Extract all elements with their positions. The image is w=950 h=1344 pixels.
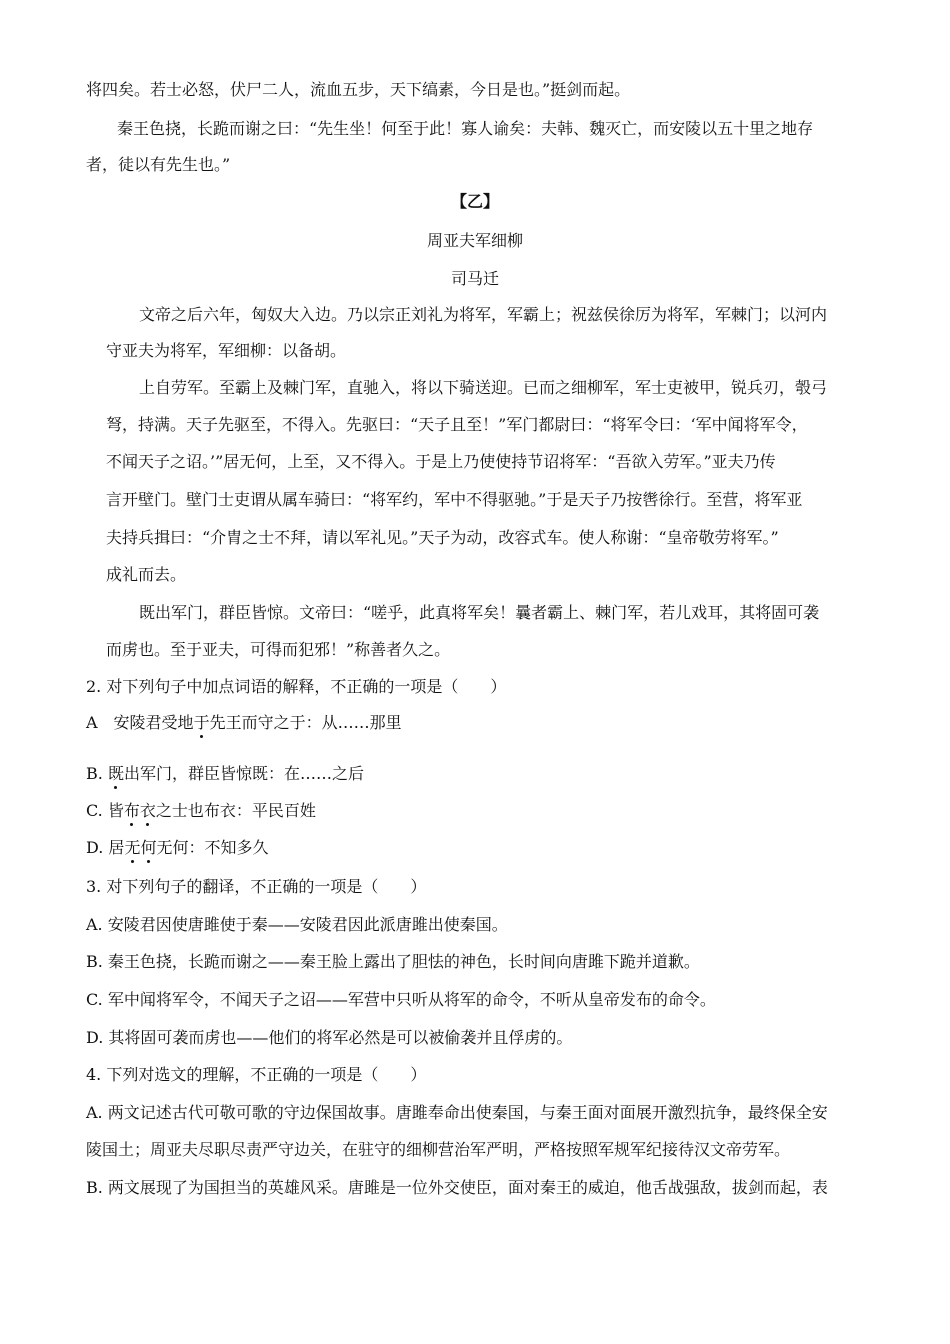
text-line: 守亚夫为将军，军细柳：以备胡。 [106, 341, 347, 360]
dotted-word: 何 [140, 838, 157, 857]
option-text: B. [86, 764, 108, 783]
option-a: A. 两文记述古代可敬可歌的守边保国故事。唐雎奉命出使秦国，与秦王面对面展开激烈抗争，最终保全安 [86, 1103, 828, 1122]
option-c: C. 军中闻将军令，不闻天子之诏——军营中只听从将军的命令，不听从皇帝发布的命令。 [86, 990, 716, 1009]
text-line: 言开壁门。壁门士吏谓从属车骑曰：“将军约，军中不得驱驰。”于是天子乃按辔徐行。至营，将军亚 [106, 490, 803, 509]
section-label: 【乙】 [450, 192, 499, 211]
passage-title: 周亚夫军细柳 [426, 231, 523, 250]
option-text: D. 居 [86, 838, 125, 857]
option-b [86, 764, 364, 784]
text-line: 夫持兵揖曰：“介胄之士不拜，请以军礼见。”天子为动，改容式车。使人称谢：“皇帝敬劳将军。” [106, 528, 779, 547]
option-text: C. 皆 [86, 801, 124, 820]
text-line: 弩，持满。天子先驱至，不得入。先驱曰：“天子且至！”军门都尉曰：“将军令曰：‘军中闻将军令， [106, 415, 808, 434]
dotted-word: 于 [193, 713, 210, 732]
text-line: 不闻天子之诏。’”居无何，上至，又不得入。于是上乃使使持节诏将军：“吾欲入劳军。”亚夫乃传 [106, 452, 776, 471]
option-a-continued: 陵国土；周亚夫尽职尽责严守边关，在驻守的细柳营治军严明，严格按照军规军纪接待汉文帝劳军。 [86, 1140, 791, 1159]
option-c [86, 801, 316, 821]
question-stem: 4. 下列对选文的理解，不正确的一项是（ ） [86, 1065, 427, 1084]
option-text: 先王而守之于：从……那里 [209, 713, 402, 732]
passage-author: 司马迁 [450, 269, 499, 288]
dotted-word: 既 [107, 764, 124, 783]
text-line: 上自劳军。至霸上及棘门军，直驰入，将以下骑送迎。已而之细柳军，军士吏被甲，锐兵刃，彀弓 [139, 378, 828, 397]
option-text: 之士也布衣：平民百姓 [155, 801, 316, 820]
text-line: 而虏也。至于亚夫，可得而犯邪！”称善者久之。 [106, 640, 451, 659]
option-text: 出军门，群臣皆惊既：在……之后 [123, 764, 364, 783]
question-stem: 3. 对下列句子的翻译，不正确的一项是（ ） [86, 877, 427, 896]
text-line: 秦王色挠，长跪而谢之曰：“先生坐！何至于此！寡人谕矣：夫韩、魏灭亡，而安陵以五十里之地存 [117, 119, 814, 138]
option-d: D. 其将固可袭而虏也——他们的将军必然是可以被偷袭并且俘虏的。 [86, 1028, 573, 1047]
question-stem: 2. 对下列句子中加点词语的解释，不正确的一项是（ ） [86, 677, 507, 696]
text-line: 文帝之后六年，匈奴大入边。乃以宗正刘礼为将军，军霸上；祝兹侯徐厉为将军，军棘门；以河内 [139, 305, 828, 324]
option-text: A 安陵君受地 [86, 713, 194, 732]
dotted-word: 无 [124, 838, 141, 857]
option-d [86, 838, 268, 858]
option-a [86, 713, 402, 733]
dotted-word: 衣 [139, 801, 156, 820]
option-b: B. 秦王色挠，长跪而谢之——秦王脸上露出了胆怯的神色，长时间向唐雎下跪并道歉。 [86, 952, 700, 971]
text-line: 将四矣。若士必怒，伏尸二人，流血五步，天下缟素，今日是也。”挺剑而起。 [86, 80, 631, 99]
text-line: 者，徒以有先生也。” [86, 155, 231, 174]
option-a: A. 安陵君因使唐雎使于秦——安陵君因此派唐雎出使秦国。 [86, 915, 508, 934]
option-text: 无何：不知多久 [156, 838, 269, 857]
text-line: 既出军门，群臣皆惊。文帝曰：“嗟乎，此真将军矣！曩者霸上、棘门军，若儿戏耳，其将固可袭 [139, 603, 820, 622]
text-line: 成礼而去。 [106, 565, 187, 584]
dotted-word: 布 [123, 801, 140, 820]
option-b: B. 两文展现了为国担当的英雄风采。唐雎是一位外交使臣，面对秦王的威迫，他舌战强敌，拔剑而起，表 [86, 1178, 828, 1197]
